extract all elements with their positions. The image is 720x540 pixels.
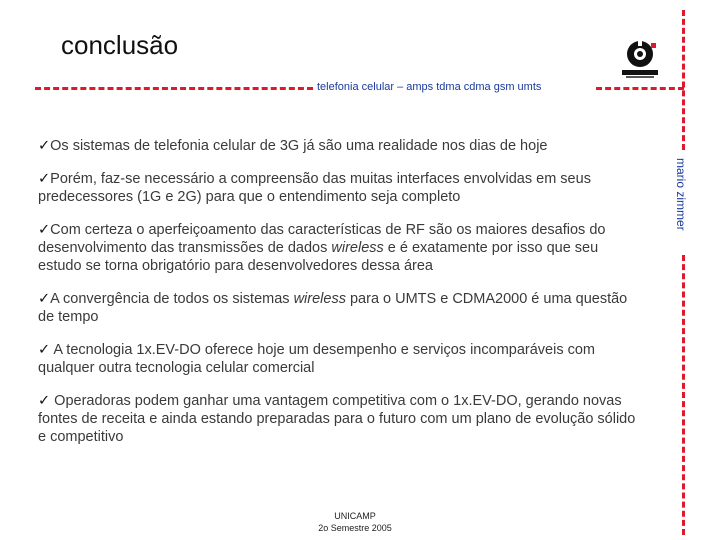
bullet-item: ✓Porém, faz-se necessário a compreensão das muitas interfaces envolvidas em seus predecessores (1G e 2G) para que o entendimento seja completo (38, 171, 591, 205)
divider-vertical-top (682, 10, 685, 150)
bullet-item: ✓ Operadoras podem ganhar uma vantagem competitiva com o 1x.EV-DO, gerando novas fontes de receita e ainda estando preparadas para o futuro com um plano de evolução sólido e competitivo (38, 393, 636, 445)
checkmark-icon: ✓ (38, 291, 51, 307)
checkmark-icon: ✓ (38, 393, 51, 409)
slide-title: conclusão (61, 30, 179, 60)
bullet-item: ✓Os sistemas de telefonia celular de 3G já são uma realidade nos dias de hoje (38, 138, 548, 154)
checkmark-icon: ✓ (38, 138, 51, 154)
slide-subtitle: telefonia celular – amps tdma cdma gsm umts (317, 81, 542, 93)
divider-left (35, 87, 313, 90)
divider-vertical-bottom (682, 255, 685, 535)
unicamp-logo (620, 38, 660, 80)
checkmark-icon: ✓ (38, 171, 51, 187)
bullet-item: ✓Com certeza o aperfeiçoamento das características de RF são os maiores desafios do desenvolvimento das transmissões de dados wireless e é exatamente por isso que seu estudo se torna obrigatório para desenvolvedores dessa área (38, 222, 606, 274)
bullet-item: ✓ A tecnologia 1x.EV-DO oferece hoje um desempenho e serviços incomparáveis com qualquer outra tecnologia celular comercial (38, 342, 595, 376)
checkmark-icon: ✓ (38, 342, 51, 358)
divider-right (596, 87, 684, 90)
bullet-item: ✓A convergência de todos os sistemas wireless para o UMTS e CDMA2000 é uma questão de tempo (38, 291, 628, 325)
footer (300, 510, 410, 534)
checkmark-icon: ✓ (38, 222, 51, 238)
author-name: mario zimmer (674, 158, 688, 231)
bullet-list (38, 137, 638, 461)
footer-institution: UNICAMP (334, 511, 376, 521)
footer-semester: 2o Semestre 2005 (318, 523, 392, 533)
